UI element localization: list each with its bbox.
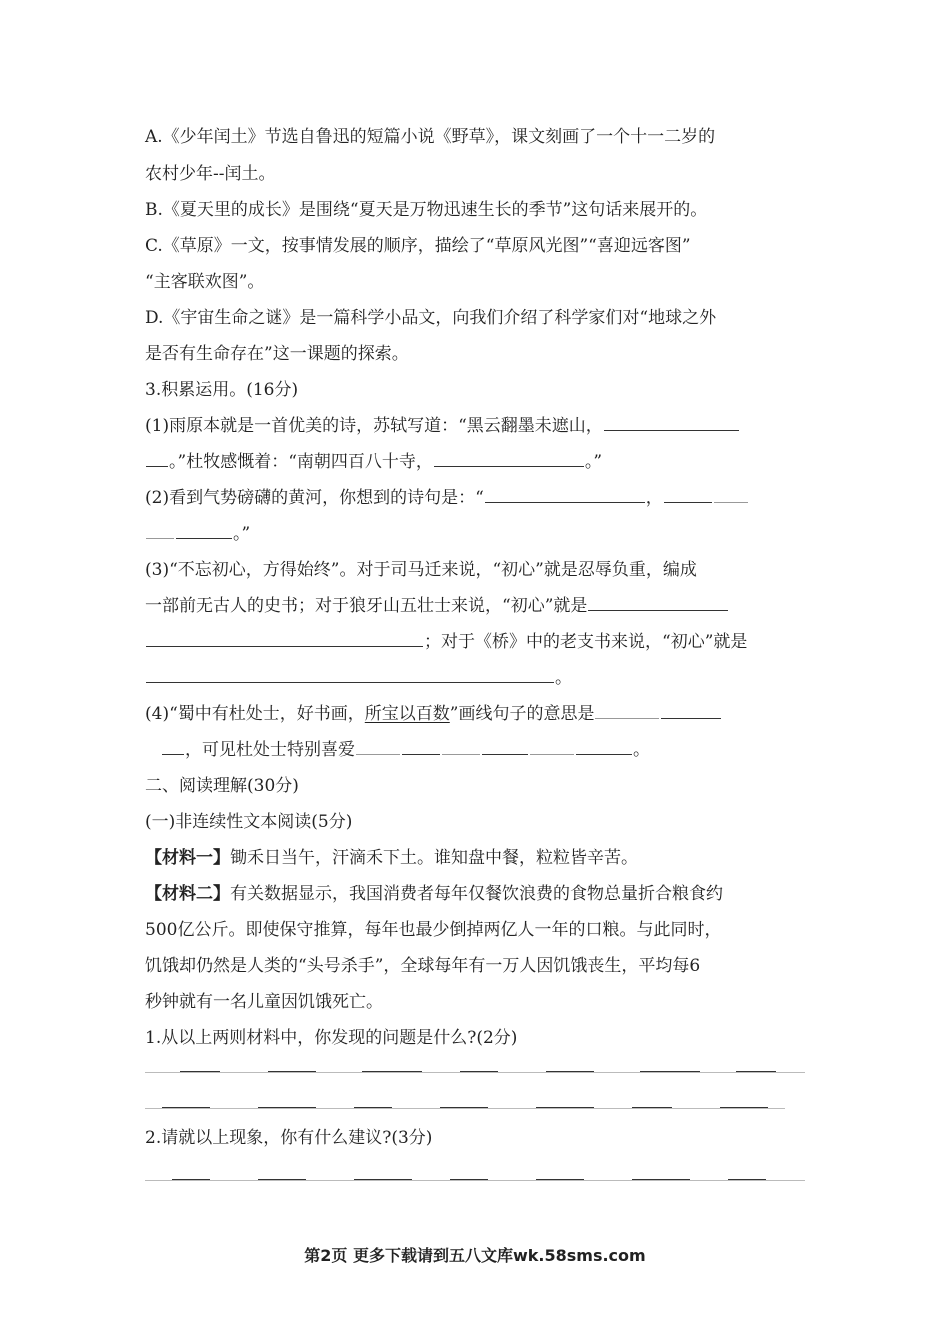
- answer-line-segment: [632, 1107, 672, 1108]
- answer-line-segment: [536, 1107, 594, 1108]
- answer-blank[interactable]: [146, 666, 554, 683]
- answer-blank[interactable]: [530, 738, 574, 755]
- q3-part3-text2: ；对于《桥》中的老支书来说，“初心”就是: [424, 632, 748, 652]
- section-reading-title: 二、阅读理解(30分): [145, 776, 299, 796]
- subsection-title: (一)非连续性文本阅读(5分): [145, 812, 353, 832]
- answer-blank[interactable]: [482, 738, 528, 755]
- answer-blank[interactable]: [442, 738, 480, 755]
- answer-line-segment: [258, 1179, 306, 1180]
- answer-blank[interactable]: [146, 450, 168, 467]
- option-c-line1: C.《草原》一文，按事情发展的顺序，描绘了“草原风光图”“喜迎远客图”: [145, 236, 691, 256]
- material-one: [145, 846, 638, 870]
- q3-part4-text3: ，可见杜处士特别喜爱: [185, 740, 355, 760]
- material-two-text: 有关数据显示，我国消费者每年仅餐饮浪费的食物总量折合粮食约: [230, 884, 723, 904]
- answer-blank[interactable]: [402, 738, 440, 755]
- q3-part3-line2: [145, 594, 729, 618]
- answer-line-segment: [640, 1071, 700, 1072]
- page-footer: 第2页 更多下载请到五八文库wk.58sms.com: [304, 1246, 646, 1265]
- material-two-line3: 饥饿却仍然是人类的“头号杀手”，全球每年有一万人因饥饿丧生，平均每6: [145, 956, 701, 976]
- answer-blank[interactable]: [146, 630, 423, 647]
- answer-line-segment: [172, 1179, 210, 1180]
- answer-line-segment: [354, 1179, 412, 1180]
- answer-line-segment: [268, 1071, 316, 1072]
- q3-part3-line3: [145, 630, 747, 654]
- q3-part3-end: 。: [555, 668, 572, 688]
- answer-blank[interactable]: [356, 738, 400, 755]
- answer-blank[interactable]: [664, 486, 712, 503]
- answer-blank[interactable]: [162, 738, 184, 755]
- q3-title: 3.积累运用。(16分): [145, 380, 299, 400]
- material-two-line1: [145, 882, 723, 906]
- answer-blank[interactable]: [434, 450, 584, 467]
- material-two-line4: 秒钟就有一名儿童因饥饿死亡。: [145, 992, 383, 1012]
- answer-blank[interactable]: [176, 522, 232, 539]
- answer-blank[interactable]: [714, 486, 748, 503]
- answer-blank[interactable]: [588, 594, 728, 611]
- q3-part2-line2: [145, 522, 250, 546]
- q3-part4-text2: ”画线句子的意思是: [449, 704, 595, 724]
- answer-blank[interactable]: [604, 414, 739, 431]
- q3-part2-end: 。”: [233, 524, 251, 544]
- answer-line[interactable]: [145, 1108, 785, 1109]
- q3-part3-text: 一部前无古人的史书；对于狼牙山五壮士来说，“初心”就是: [145, 596, 588, 616]
- answer-blank[interactable]: [146, 522, 174, 539]
- q3-part1-text3: 。”: [584, 452, 603, 472]
- answer-line-segment: [460, 1071, 498, 1072]
- q3-part2-text: (2)看到气势磅礴的黄河，你想到的诗句是：“: [145, 488, 484, 508]
- q3-part1-line2: [145, 450, 602, 474]
- q3-part3-line1: (3)“不忘初心，方得始终”。对于司马迁来说，“初心”就是忍辱负重，编成: [145, 560, 697, 580]
- answer-blank[interactable]: [485, 486, 645, 503]
- answer-line-segment: [258, 1107, 316, 1108]
- q3-part1-text2: 。”杜牧感慨着：“南朝四百八十寺，: [169, 452, 433, 472]
- answer-line-segment: [728, 1179, 766, 1180]
- answer-line-segment: [180, 1071, 220, 1072]
- option-d-line2: 是否有生命存在”这一课题的探索。: [145, 344, 409, 364]
- answer-line-segment: [362, 1071, 422, 1072]
- q3-part2-line1: [145, 486, 749, 510]
- answer-line-segment: [736, 1071, 776, 1072]
- underlined-phrase: 所宝以百数: [364, 704, 450, 724]
- answer-line-segment: [632, 1179, 690, 1180]
- answer-blank[interactable]: [661, 702, 721, 719]
- reading-question-2: 2.请就以上现象，你有什么建议?(3分): [145, 1128, 433, 1148]
- q3-part3-line4: [145, 666, 572, 690]
- q3-part4-text: (4)“蜀中有杜处士，好书画，: [145, 704, 365, 724]
- answer-blank[interactable]: [576, 738, 632, 755]
- material-two-line2: 500亿公斤。即使保守推算，每年也最少倒掉两亿人一年的口粮。与此同时，: [145, 920, 722, 940]
- material-two-label: 【材料二】: [145, 884, 230, 904]
- q3-part1-line1: [145, 414, 740, 438]
- option-a-line1: A.《少年闰土》节选自鲁迅的短篇小说《野草》，课文刻画了一个十一二岁的: [145, 127, 716, 147]
- q3-part4-line1: [145, 702, 722, 726]
- option-b: B.《夏天里的成长》是围绕“夏天是万物迅速生长的季节”这句话来展开的。: [145, 200, 708, 220]
- option-a-line2: 农村少年--闰土。: [145, 164, 276, 184]
- answer-line[interactable]: [145, 1180, 805, 1181]
- material-one-text: 锄禾日当午，汗滴禾下土。谁知盘中餐，粒粒皆辛苦。: [230, 848, 638, 868]
- option-d-line1: D.《宇宙生命之谜》是一篇科学小品文，向我们介绍了科学家们对“地球之外: [145, 308, 717, 328]
- answer-line[interactable]: [145, 1072, 805, 1073]
- q3-part4-end: 。: [633, 740, 650, 760]
- answer-line-segment: [354, 1107, 392, 1108]
- answer-line-segment: [536, 1179, 584, 1180]
- answer-line-segment: [546, 1071, 594, 1072]
- answer-line-segment: [720, 1107, 768, 1108]
- material-one-label: 【材料一】: [145, 848, 230, 868]
- q3-part4-line2: [145, 738, 650, 762]
- reading-question-1: 1.从以上两则材料中，你发现的问题是什么?(2分): [145, 1028, 518, 1048]
- option-c-line2: “主客联欢图”。: [145, 272, 265, 292]
- q3-part1-text: (1)雨原本就是一首优美的诗，苏轼写道：“黑云翻墨未遮山，: [145, 416, 603, 436]
- answer-blank[interactable]: [595, 702, 659, 719]
- answer-line-segment: [450, 1179, 488, 1180]
- q3-part2-comma: ，: [645, 488, 663, 508]
- answer-line-segment: [440, 1107, 488, 1108]
- answer-line-segment: [162, 1107, 210, 1108]
